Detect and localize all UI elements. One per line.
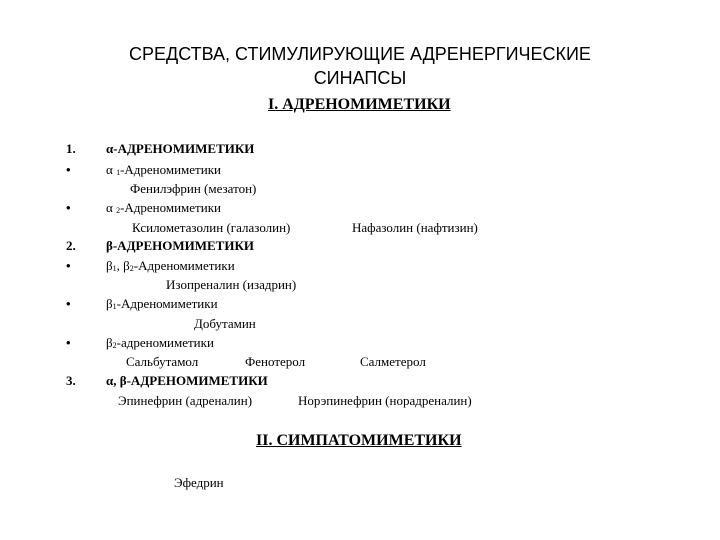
beta2-subgroup-label: $\beta_2$-адреномиметики: [106, 335, 214, 350]
drug-phenylephrine: Фенилэфрин (мезатон): [130, 181, 257, 196]
group-3-number: 3.: [66, 373, 76, 388]
group-1-title: α-АДРЕНОМИМЕТИКИ: [106, 141, 255, 156]
beta1-beta2-subgroup-label: $\beta_1$, $\beta_2$-Адреномиметики: [106, 258, 235, 273]
bullet-icon: •: [66, 258, 71, 273]
drug-norepinephrine: Норэпинефрин (норадреналин): [298, 393, 472, 408]
slide-title: [60, 42, 660, 90]
drug-xylometazoline: Ксилометазолин (галазолин): [132, 220, 291, 235]
drug-isoprenaline: Изопреналин (изадрин): [166, 277, 297, 292]
beta1-subgroup-label: $\beta_1$-Адреномиметики: [106, 296, 218, 311]
alpha1-subgroup-label: α $_1$-Адреномиметики: [106, 162, 221, 177]
alpha2-subgroup-label: α $_2$-Адреномиметики: [106, 200, 221, 215]
drug-ephedrine: Эфедрин: [174, 475, 224, 490]
section-heading-adrenomimetics: I. АДРЕНОМИМЕТИКИ: [268, 96, 451, 113]
drug-salbutamol: Сальбутамол: [126, 354, 199, 369]
drug-naphazoline: Нафазолин (нафтизин): [352, 220, 478, 235]
group-2-title: β-АДРЕНОМИМЕТИКИ: [106, 238, 254, 253]
slide-title-line-2: СИНАПСЫ: [313, 68, 407, 88]
bullet-icon: •: [66, 335, 71, 350]
bullet-icon: •: [66, 200, 71, 215]
drug-epinephrine: Эпинефрин (адреналин): [118, 393, 253, 408]
drug-dobutamine: Добутамин: [194, 316, 256, 331]
group-3-title: α, β-АДРЕНОМИМЕТИКИ: [106, 373, 268, 388]
bullet-icon: •: [66, 162, 71, 177]
bullet-icon: •: [66, 296, 71, 311]
drug-salmeterol: Салметерол: [360, 354, 426, 369]
group-2-number: 2.: [66, 238, 76, 253]
slide-title-line-1: СРЕДСТВА, СТИМУЛИРУЮЩИЕ АДРЕНЕРГИЧЕСКИЕ: [129, 44, 591, 64]
group-1-number: 1.: [66, 141, 76, 156]
section-heading-sympathomimetics: II. СИМПАТОМИМЕТИКИ: [256, 432, 462, 449]
drug-fenoterol: Фенотерол: [245, 354, 306, 369]
